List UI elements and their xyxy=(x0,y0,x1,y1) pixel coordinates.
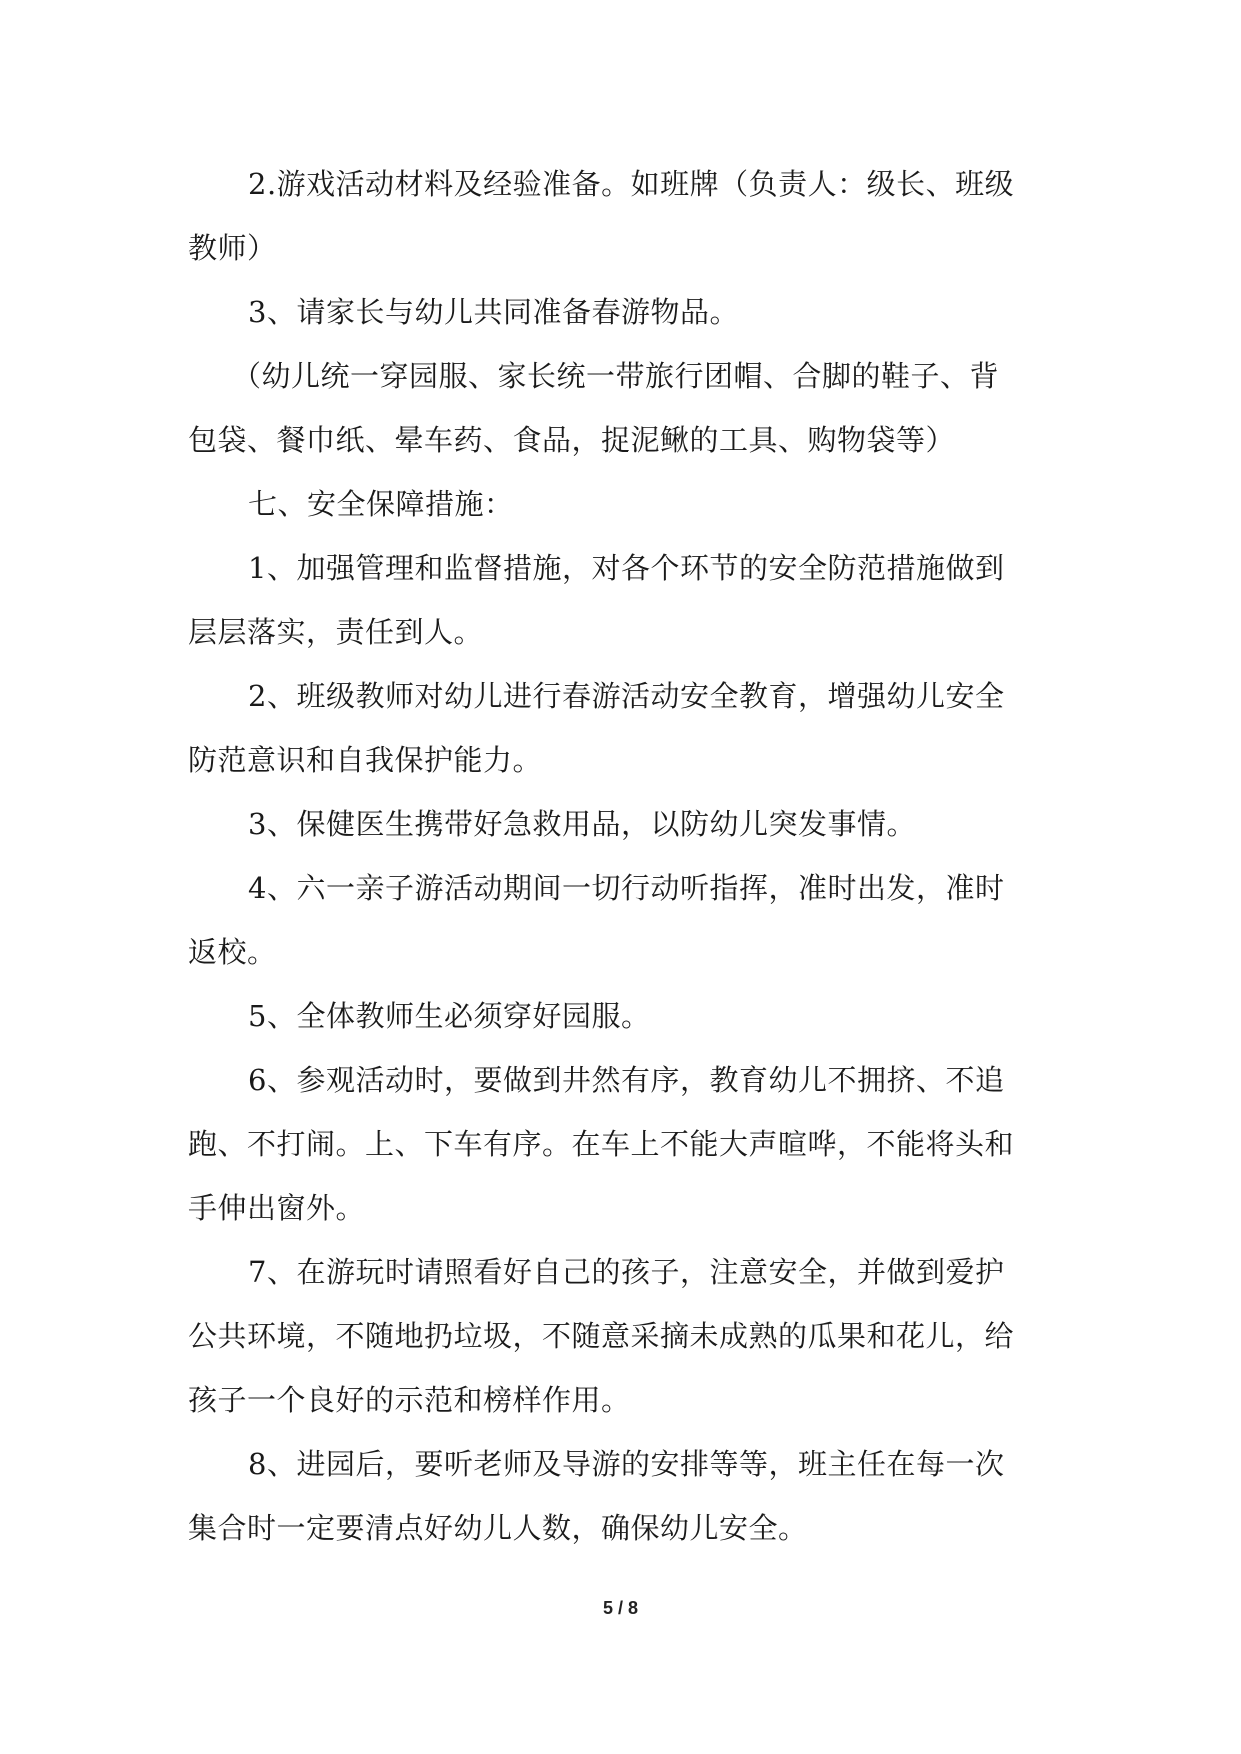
paragraph-game-materials: 2.游戏活动材料及经验准备。如班牌（负责人：级长、班级 xyxy=(248,167,1015,201)
paragraph-items-list-cont: 包袋、餐巾纸、晕车药、食品，捉泥鳅的工具、购物袋等） xyxy=(188,423,956,457)
paragraph-safety-1: 1、加强管理和监督措施，对各个环节的安全防范措施做到 xyxy=(248,551,1005,585)
page-number: 5 / 8 xyxy=(602,1598,639,1618)
paragraph-safety-4-cont: 返校。 xyxy=(188,935,277,969)
paragraph-safety-3: 3、保健医生携带好急救用品，以防幼儿突发事情。 xyxy=(248,807,916,841)
paragraph-safety-5: 5、全体教师生必须穿好园服。 xyxy=(248,999,651,1033)
paragraph-safety-2-cont: 防范意识和自我保护能力。 xyxy=(188,743,543,777)
paragraph-safety-7-cont: 公共环境，不随地扔垃圾，不随意采摘未成熟的瓜果和花儿，给 xyxy=(188,1319,1015,1353)
paragraph-parents-prepare: 3、请家长与幼儿共同准备春游物品。 xyxy=(248,295,739,329)
paragraph-safety-6-cont2: 手伸出窗外。 xyxy=(188,1191,366,1225)
paragraph-safety-6: 6、参观活动时，要做到井然有序，教育幼儿不拥挤、不追 xyxy=(248,1063,1005,1097)
section-heading-safety: 七、安全保障措施： xyxy=(248,487,514,521)
paragraph-safety-2: 2、班级教师对幼儿进行春游活动安全教育，增强幼儿安全 xyxy=(248,679,1005,713)
paragraph-items-list: （幼儿统一穿园服、家长统一带旅行团帽、合脚的鞋子、背 xyxy=(232,359,1000,393)
body-text xyxy=(188,152,1054,1560)
paragraph-safety-6-cont: 跑、不打闹。上、下车有序。在车上不能大声暄哗，不能将头和 xyxy=(188,1127,1015,1161)
paragraph-safety-8: 8、进园后，要听老师及导游的安排等等，班主任在每一次 xyxy=(248,1447,1005,1481)
paragraph-safety-7: 7、在游玩时请照看好自己的孩子，注意安全，并做到爱护 xyxy=(248,1255,1005,1289)
paragraph-safety-7-cont2: 孩子一个良好的示范和榜样作用。 xyxy=(188,1383,631,1417)
paragraph-game-materials-cont: 教师） xyxy=(188,231,277,265)
paragraph-safety-8-cont: 集合时一定要清点好幼儿人数，确保幼儿安全。 xyxy=(188,1511,808,1545)
paragraph-safety-1-cont: 层层落实，责任到人。 xyxy=(188,615,484,649)
paragraph-safety-4: 4、六一亲子游活动期间一切行动听指挥，准时出发，准时 xyxy=(248,871,1005,905)
